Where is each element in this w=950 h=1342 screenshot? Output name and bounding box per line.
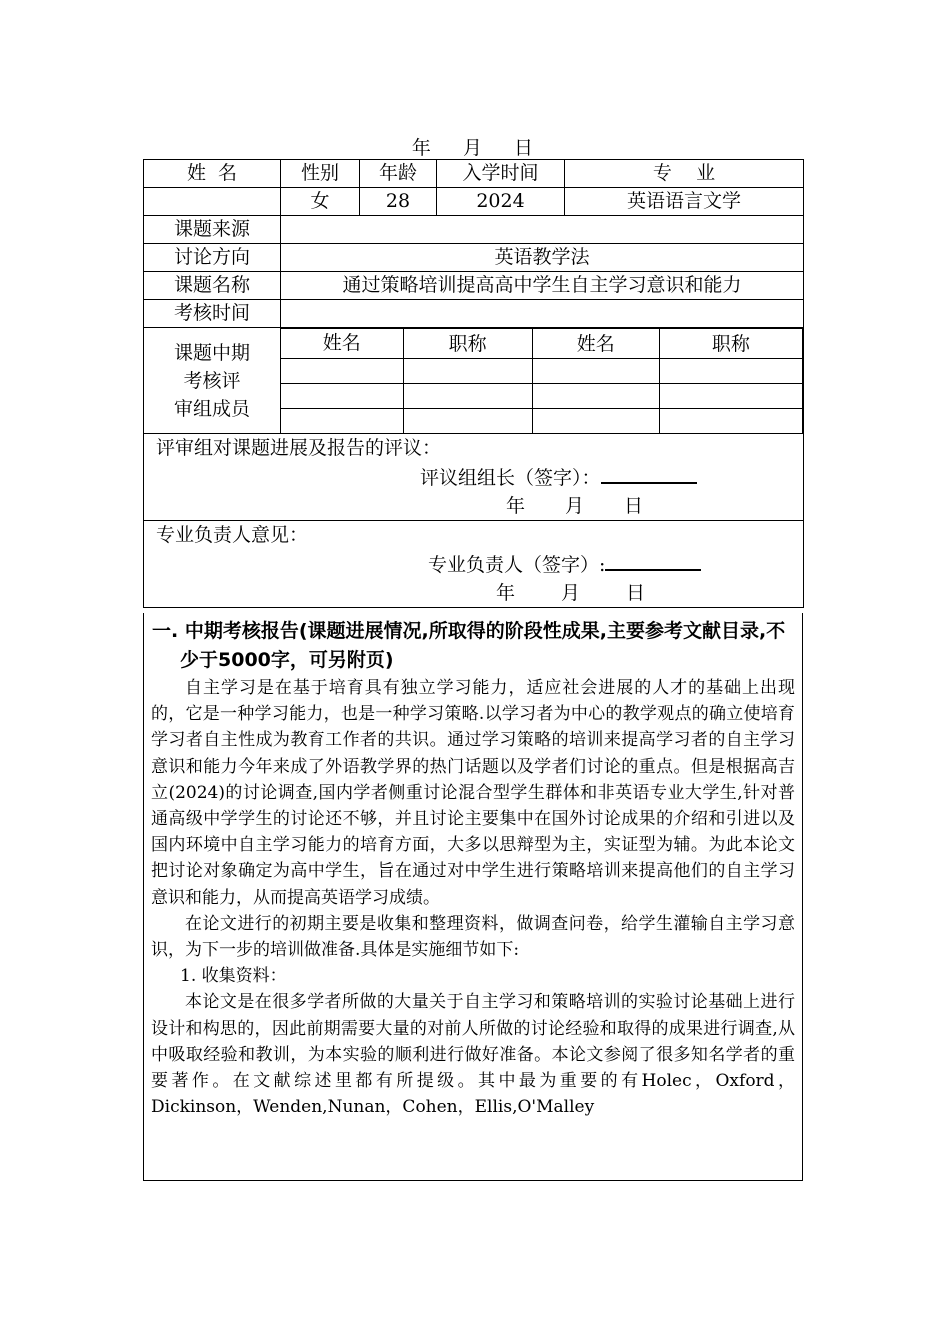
- date-day: 日: [514, 137, 535, 159]
- panel-member-row: [281, 409, 803, 434]
- source-row: [144, 216, 804, 244]
- report-section: [143, 613, 803, 1181]
- date-month: 月: [462, 137, 483, 159]
- leader-row: [144, 521, 804, 608]
- review-month: 月: [565, 495, 585, 517]
- leader-sign-label: 专业负责人（签字）:: [428, 554, 606, 576]
- header-name: 姓 名: [144, 160, 281, 188]
- panel-row: [144, 328, 804, 434]
- info-form-table: [143, 159, 804, 608]
- header-row: [144, 160, 804, 188]
- panel-label-2: 考核评: [183, 369, 241, 392]
- panel-label-3: 审组成员: [173, 397, 250, 420]
- panel-cell[interactable]: [532, 359, 659, 384]
- panel-cell[interactable]: [403, 359, 532, 384]
- panel-cell[interactable]: [659, 409, 802, 434]
- panel-cell[interactable]: [281, 384, 403, 409]
- student-major[interactable]: 英语语言文学: [565, 188, 804, 216]
- leader-sign-line: [152, 549, 795, 579]
- panel-col-name-2: 姓名: [532, 329, 659, 359]
- title-row: [144, 272, 804, 300]
- report-heading: 一. 中期考核报告(课题进展情况,所取得的阶段性成果,主要参考文献目录,不少于5000字，可另附页): [152, 620, 786, 671]
- panel-col-title-2: 职称: [659, 329, 802, 359]
- panel-members-table: [281, 328, 803, 433]
- student-row: [144, 188, 804, 216]
- review-signature-field[interactable]: [601, 462, 697, 484]
- review-year: 年: [506, 495, 526, 517]
- time-row: [144, 300, 804, 328]
- source-value[interactable]: [281, 216, 804, 244]
- panel-header-row: [281, 329, 803, 359]
- panel-member-row: [281, 359, 803, 384]
- report-paragraph-2: 在论文进行的初期主要是收集和整理资料，做调查问卷，给学生灌输自主学习意识，为下一步的培训做准备.具体是实施细节如下:: [151, 913, 795, 961]
- review-date: [152, 492, 795, 520]
- student-name[interactable]: [144, 188, 281, 216]
- date-year: 年: [411, 137, 432, 159]
- header-enroll: 入学时间: [437, 160, 565, 188]
- panel-cell[interactable]: [532, 384, 659, 409]
- direction-value[interactable]: 英语教学法: [281, 244, 804, 272]
- leader-month: 月: [561, 582, 581, 604]
- panel-cell[interactable]: [403, 384, 532, 409]
- panel-col-name-1: 姓名: [281, 329, 403, 359]
- review-day: 日: [624, 495, 644, 517]
- review-sign-label: 评议组组长（签字）：: [420, 467, 601, 489]
- direction-label: 讨论方向: [144, 244, 281, 272]
- panel-cell[interactable]: [281, 359, 403, 384]
- review-block: [144, 434, 804, 521]
- student-age[interactable]: 28: [360, 188, 437, 216]
- panel-members: [281, 328, 804, 434]
- header-gender: 性别: [281, 160, 360, 188]
- title-label: 课题名称: [144, 272, 281, 300]
- panel-col-title-1: 职称: [403, 329, 532, 359]
- leader-prompt: 专业负责人意见：: [156, 524, 309, 546]
- leader-year: 年: [496, 582, 516, 604]
- student-gender[interactable]: 女: [281, 188, 360, 216]
- time-label: 考核时间: [144, 300, 281, 328]
- leader-day: 日: [626, 582, 646, 604]
- panel-member-row: [281, 384, 803, 409]
- header-age: 年龄: [360, 160, 437, 188]
- leader-signature-field[interactable]: [605, 549, 701, 571]
- report-paragraph-3: 本论文是在很多学者所做的大量关于自主学习和策略培训的实验讨论基础上进行设计和构思的，因此前期需要大量的对前人所做的讨论经验和取得的成果进行调查,从中吸取经验和教训，为本实验的顺利进行做好准备。本论文参阅了很多知名学者的重要著作。在文献综述里都有所提级。其中最为重要的有Holec，Oxford，Dickinson，Wenden,Nunan，Cohen，Ellis,O'Malley: [151, 992, 795, 1118]
- panel-cell[interactable]: [403, 409, 532, 434]
- review-sign-line: [152, 462, 795, 492]
- student-enroll[interactable]: 2024: [437, 188, 565, 216]
- panel-cell[interactable]: [659, 384, 802, 409]
- panel-label: [144, 328, 281, 434]
- header-major: 专 业: [565, 160, 804, 188]
- panel-cell[interactable]: [659, 359, 802, 384]
- panel-label-1: 课题中期: [173, 341, 250, 364]
- panel-cell[interactable]: [532, 409, 659, 434]
- leader-block: [144, 521, 804, 608]
- form-date: [143, 133, 803, 160]
- time-value[interactable]: [281, 300, 804, 328]
- source-label: 课题来源: [144, 216, 281, 244]
- title-value[interactable]: 通过策略培训提高高中学生自主学习意识和能力: [281, 272, 804, 300]
- report-item-1: 1. 收集资料：: [180, 966, 287, 987]
- review-prompt: 评审组对课题进展及报告的评议：: [156, 437, 442, 459]
- direction-row: [144, 244, 804, 272]
- review-row: [144, 434, 804, 521]
- report-paragraph-1: 自主学习是在基于培育具有独立学习能力，适应社会进展的人才的基础上出现的，它是一种学习能力，也是一种学习策略.以学习者为中心的教学观点的确立使培育学习者自主性成为教育工作者的共识。通过学习策略的培训来提高学习者的自主学习意识和能力今年来成了外语教学界的热门话题以及学者们讨论的重点。但是根据高吉立(2024)的讨论调查,国内学者侧重讨论混合型学生群体和非英语专业大学生,针对普通高级中学学生的讨论还不够，并且讨论主要集中在国外讨论成果的介绍和引进以及国内环境中自主学习能力的培育方面，大多以思辩型为主，实证型为辅。为此本论文把讨论对象确定为高中学生，旨在通过对中学生进行策略培训来提高他们的自主学习意识和能力，从而提高英语学习成绩。: [151, 678, 795, 908]
- leader-date: [152, 579, 795, 607]
- panel-cell[interactable]: [281, 409, 403, 434]
